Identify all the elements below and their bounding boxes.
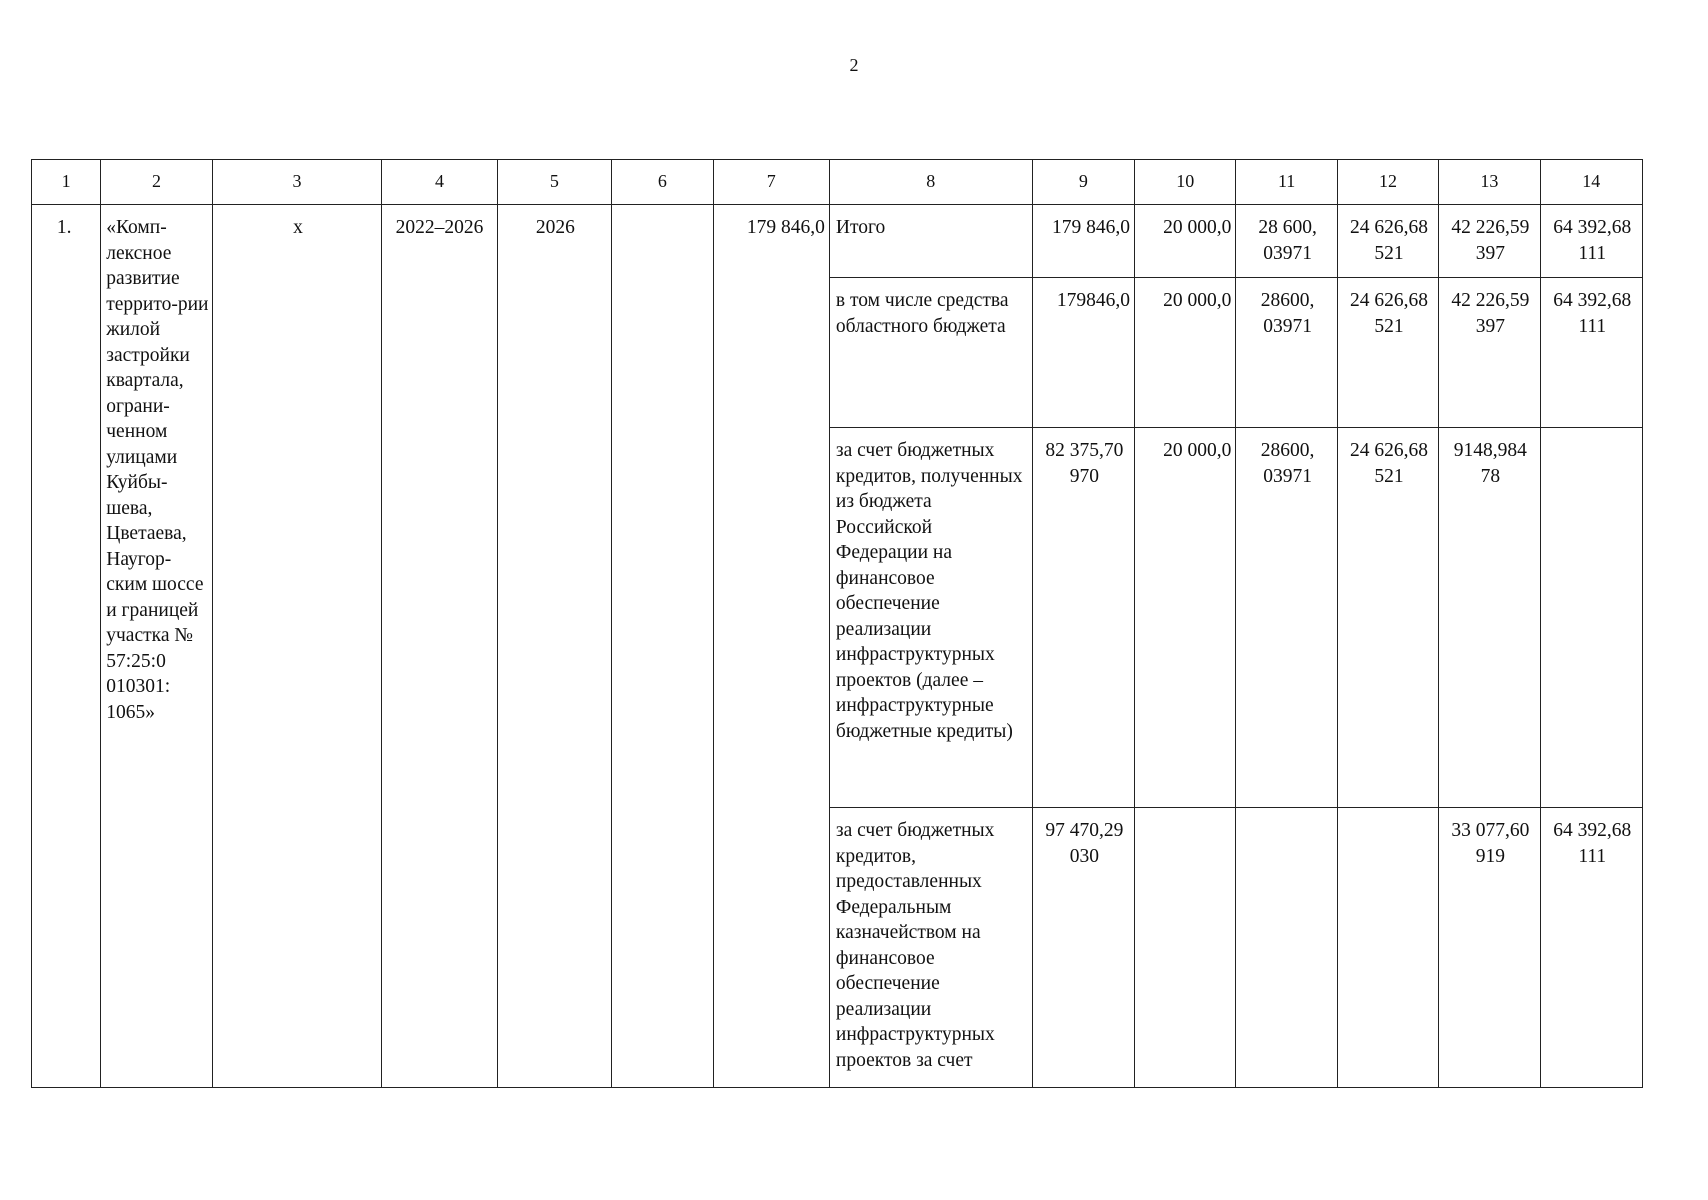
value-cell: 28600, 03971 bbox=[1236, 278, 1337, 428]
value-cell: 97 470,29 030 bbox=[1032, 808, 1134, 1088]
value-cell: 24 626,68 521 bbox=[1337, 205, 1438, 278]
value-cell: 20 000,0 bbox=[1135, 278, 1236, 428]
value-cell: 28 600, 03971 bbox=[1236, 205, 1337, 278]
value-cell: 179846,0 bbox=[1032, 278, 1134, 428]
value-cell: 42 226,59 397 bbox=[1439, 278, 1540, 428]
value-cell: 24 626,68 521 bbox=[1337, 428, 1438, 808]
value-cell bbox=[1337, 808, 1438, 1088]
cell-col3: х bbox=[212, 205, 382, 1088]
value-cell: 42 226,59 397 bbox=[1439, 205, 1540, 278]
funding-source-label: за счет бюджетных кредитов, предоставленных Федеральным казначейством на финансовое обеспечение реализации инфраструктурных проектов за счет bbox=[829, 808, 1032, 1088]
value-cell: 64 392,68 111 bbox=[1540, 205, 1642, 278]
year-cell: 2026 bbox=[497, 205, 611, 1088]
column-header: 8 bbox=[829, 160, 1032, 205]
column-header: 5 bbox=[497, 160, 611, 205]
page-number: 2 bbox=[849, 55, 859, 75]
value-cell: 24 626,68 521 bbox=[1337, 278, 1438, 428]
value-cell: 33 077,60 919 bbox=[1439, 808, 1540, 1088]
column-header: 10 bbox=[1135, 160, 1236, 205]
column-header: 3 bbox=[212, 160, 382, 205]
value-cell: 28600, 03971 bbox=[1236, 428, 1337, 808]
cell-col6 bbox=[612, 205, 713, 1088]
column-header: 6 bbox=[612, 160, 713, 205]
row-number: 1. bbox=[32, 205, 101, 1088]
column-header: 13 bbox=[1439, 160, 1540, 205]
project-name: «Комп-лексное развитие террито-рии жилой застройки квартала, ограни-ченном улицами Куйбы-шева, Цветаева, Наугор-ским шоссе и границей участка № 57:25:0 010301: 1065» bbox=[101, 205, 212, 1088]
value-cell: 64 392,68 111 bbox=[1540, 278, 1642, 428]
total-cell: 179 846,0 bbox=[713, 205, 829, 1088]
funding-source-label: в том числе средства областного бюджета bbox=[829, 278, 1032, 428]
value-cell: 179 846,0 bbox=[1032, 205, 1134, 278]
value-cell bbox=[1540, 428, 1642, 808]
column-header: 4 bbox=[382, 160, 497, 205]
value-cell: 20 000,0 bbox=[1135, 205, 1236, 278]
column-header: 12 bbox=[1337, 160, 1438, 205]
column-header: 7 bbox=[713, 160, 829, 205]
value-cell: 64 392,68 111 bbox=[1540, 808, 1642, 1088]
value-cell bbox=[1135, 808, 1236, 1088]
column-header: 14 bbox=[1540, 160, 1642, 205]
value-cell: 9148,984 78 bbox=[1439, 428, 1540, 808]
value-cell bbox=[1236, 808, 1337, 1088]
funding-source-label: за счет бюджетных кредитов, полученных из бюджета Российской Федерации на финансовое обеспечение реализации инфраструктурных проектов (далее – инфраструктурные бюджетные кредиты) bbox=[829, 428, 1032, 808]
table-row bbox=[32, 205, 1643, 278]
funding-source-label: Итого bbox=[829, 205, 1032, 278]
table-header-row bbox=[32, 160, 1643, 205]
column-header: 9 bbox=[1032, 160, 1134, 205]
value-cell: 20 000,0 bbox=[1135, 428, 1236, 808]
column-header: 2 bbox=[101, 160, 212, 205]
value-cell: 82 375,70 970 bbox=[1032, 428, 1134, 808]
period-cell: 2022–2026 bbox=[382, 205, 497, 1088]
column-header: 1 bbox=[32, 160, 101, 205]
column-header: 11 bbox=[1236, 160, 1337, 205]
financing-table bbox=[31, 159, 1643, 1088]
